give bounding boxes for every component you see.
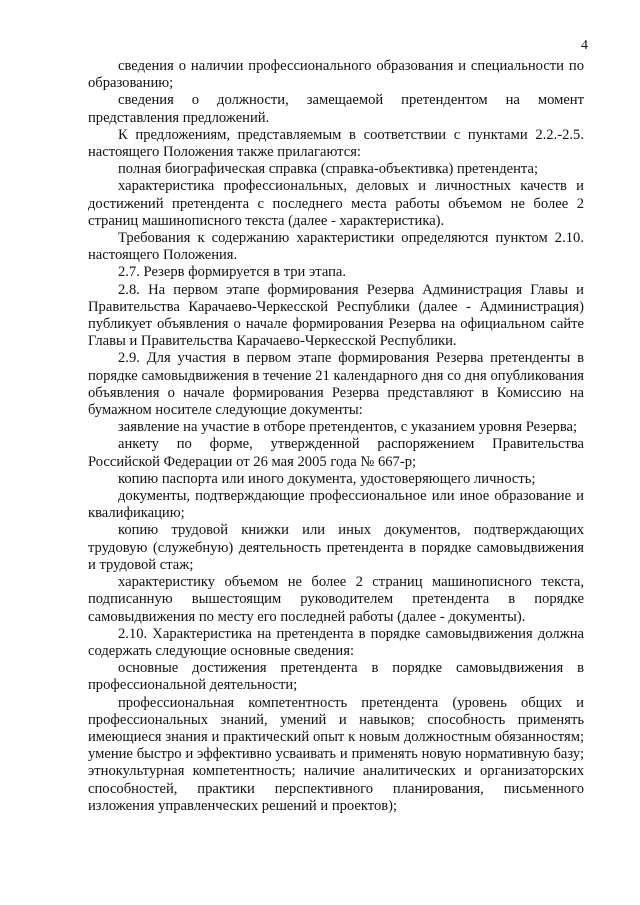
paragraph: 2.9. Для участия в первом этапе формирования Резерва претенденты в порядке самовыдвижения в течение 21 календарного дня со дня опубликования объявления о начале формирования Резерва представляют в Комиссию на бумажном носителе следующие документы: (88, 350, 584, 419)
paragraph: сведения о наличии профессионального образования и специальности по образованию; (88, 58, 584, 92)
paragraph: характеристика профессиональных, деловых и личностных качеств и достижений претендента с последнего места работы объемом не более 2 страниц машинописного текста (далее - характеристика). (88, 178, 584, 229)
paragraph: профессиональная компетентность претендента (уровень общих и профессиональных знаний, умений и навыков; способность применять имеющиеся знания и практический опыт к новым должностным обязанностям; умение быстро и эффективно усваивать и применять новую нормативную базу; этнокультурная компетентность; наличие аналитических и организаторских способностей, практики перспективного планирования, письменного изложения управленческих решений и проектов); (88, 694, 584, 814)
paragraph: документы, подтверждающие профессиональное или иное образование и квалификацию; (88, 488, 584, 522)
paragraph: 2.7. Резерв формируется в три этапа. (118, 264, 347, 281)
paragraph: 2.8. На первом этапе формирования Резерва Администрация Главы и Правительства Карачаево-Черкесской Республики (далее - Администрация) публикует объявления о начале формирования Резерва на официальном сайте Главы и Правительства Карачаево-Черкесской Республики. (88, 281, 584, 350)
paragraph: заявление на участие в отборе претендентов, с указанием уровня Резерва; (118, 419, 578, 436)
paragraph: полная биографическая справка (справка-объективка) претендента; (118, 161, 538, 178)
paragraph: 2.10. Характеристика на претендента в порядке самовыдвижения должна содержать следующие основные сведения: (88, 625, 584, 659)
paragraph: К предложениям, представляемым в соответствии с пунктами 2.2.-2.5. настоящего Положения также прилагаются: (88, 126, 584, 161)
page-number: 4 (581, 38, 588, 53)
paragraph: копию паспорта или иного документа, удостоверяющего личность; (118, 470, 536, 487)
paragraph: характеристику объемом не более 2 страниц машинописного текста, подписанную вышестоящим руководителем претендента в порядке самовыдвижения по месту его последней работы (далее - документы). (88, 574, 584, 625)
paragraph: Требования к содержанию характеристики определяются пунктом 2.10. настоящего Положения. (88, 230, 584, 264)
paragraph: основные достижения претендента в порядке самовыдвижения в профессиональной деятельности; (88, 660, 584, 694)
paragraph: сведения о должности, замещаемой претендентом на момент представления предложений. (88, 92, 584, 126)
document-body (88, 58, 584, 815)
paragraph: анкету по форме, утвержденной распоряжением Правительства Российской Федерации от 26 мая 2005 года № 667-р; (88, 436, 584, 470)
paragraph: копию трудовой книжки или иных документов, подтверждающих трудовую (служебную) деятельность претендента в порядке самовыдвижения и трудовой стаж; (88, 522, 584, 573)
